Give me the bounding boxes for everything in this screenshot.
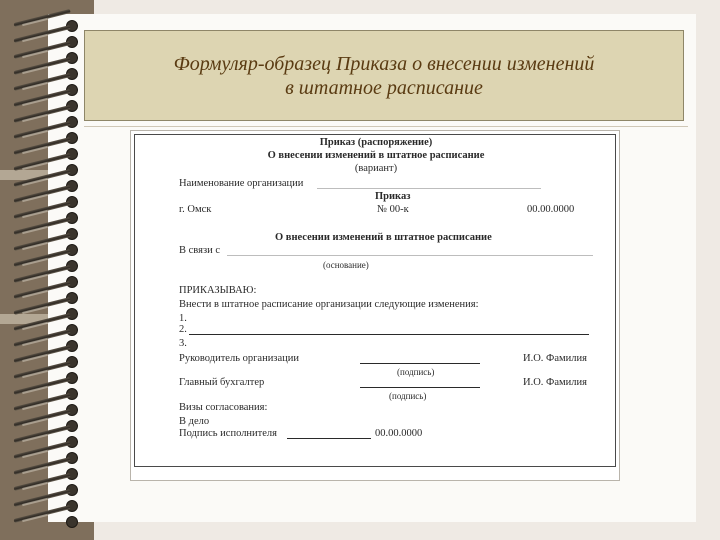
doc-header-subtitle: О внесении изменений в штатное расписание bbox=[267, 150, 485, 161]
doc-header-title: Приказ (распоряжение) bbox=[319, 137, 433, 148]
slide-title bbox=[174, 52, 595, 100]
order-form-document bbox=[134, 134, 616, 467]
order-verb: ПРИКАЗЫВАЮ: bbox=[179, 285, 257, 296]
doc-subject: О внесении изменений в штатное расписание bbox=[275, 232, 492, 243]
executor-signature-line bbox=[287, 438, 371, 439]
city: г. Омск bbox=[179, 204, 212, 215]
item-2-line bbox=[189, 334, 589, 335]
executor-signature-label: Подпись исполнителя bbox=[179, 428, 277, 439]
head-signature-note: (подпись) bbox=[397, 367, 435, 377]
slide-title-box bbox=[84, 30, 684, 121]
basis-note: (основание) bbox=[323, 260, 369, 270]
item-2: 2. bbox=[179, 324, 187, 335]
doc-header-note: (вариант) bbox=[354, 163, 398, 174]
intro-text: Внести в штатное расписание организации следующие изменения: bbox=[179, 299, 479, 310]
head-name: И.О. Фамилия bbox=[523, 353, 587, 364]
order-word: Приказ bbox=[375, 191, 411, 202]
accountant-signature-note: (подпись) bbox=[389, 391, 427, 401]
basis-line bbox=[227, 255, 593, 256]
item-3: 3. bbox=[179, 338, 187, 349]
title-divider bbox=[84, 126, 688, 127]
org-name-line bbox=[317, 188, 541, 189]
accountant-name: И.О. Фамилия bbox=[523, 377, 587, 388]
executor-date: 00.00.0000 bbox=[375, 428, 423, 439]
head-signature-line bbox=[360, 363, 480, 364]
to-file: В дело bbox=[179, 416, 210, 427]
approval-visas: Визы согласования: bbox=[179, 402, 268, 413]
item-1: 1. bbox=[179, 313, 187, 324]
accountant-role: Главный бухгалтер bbox=[179, 377, 265, 388]
in-connection-label: В связи с bbox=[179, 245, 220, 256]
slide-title-line2: в штатное расписание bbox=[285, 76, 483, 99]
spiral-ring bbox=[14, 516, 74, 526]
order-date: 00.00.0000 bbox=[527, 204, 575, 215]
order-number: № 00-к bbox=[377, 204, 409, 215]
accountant-signature-line bbox=[360, 387, 480, 388]
org-name-label: Наименование организации bbox=[179, 178, 304, 189]
head-role: Руководитель организации bbox=[179, 353, 299, 364]
slide-title-line1: Формуляр-образец Приказа о внесении изменений bbox=[173, 52, 595, 75]
